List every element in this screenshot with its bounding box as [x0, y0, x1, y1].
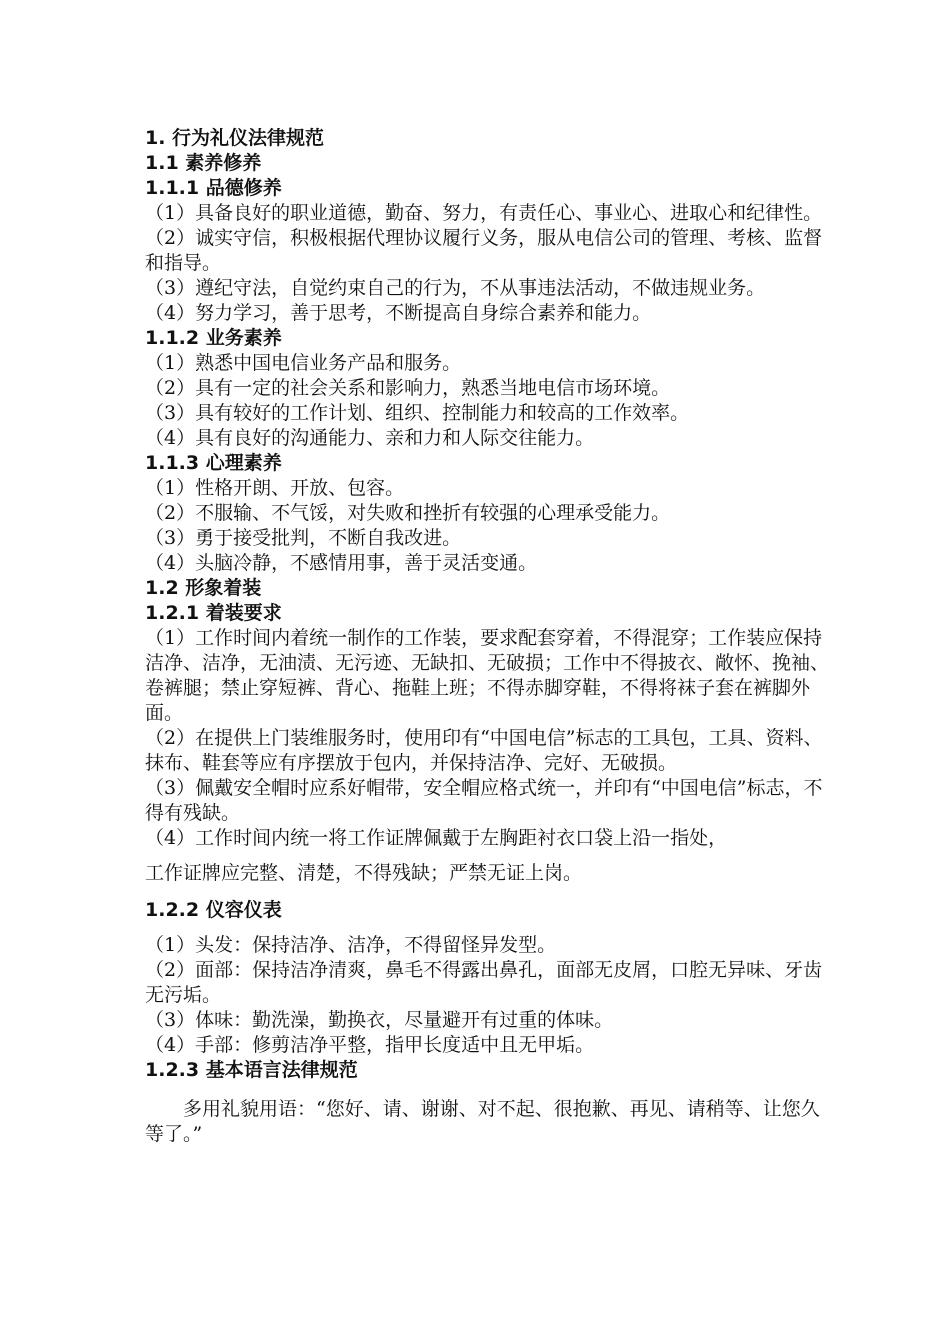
heading-1-2-2: 1.2.2 仪容仪表	[145, 899, 282, 921]
document-body	[145, 126, 835, 1147]
paragraph: （1）工作时间内着统一制作的工作装，要求配套穿着，不得混穿；工作装应保持洁净、洁净，无油渍、无污迹、无缺扣、无破损；工作中不得披衣、敞怀、挽袖、卷裤腿；禁止穿短裤、背心、拖鞋上班；不得赤脚穿鞋，不得将袜子套在裤脚外面。	[145, 627, 830, 724]
paragraph: 多用礼貌用语：“您好、请、谢谢、对不起、很抱歉、再见、请稍等、让您久等了。”	[145, 1098, 820, 1145]
paragraph: （3）遵纪守法，自觉约束自己的行为，不从事违法活动，不做违规业务。	[145, 277, 766, 299]
paragraph: （1）性格开朗、开放、包容。	[145, 477, 405, 499]
heading-1-2-1: 1.2.1 着装要求	[145, 602, 282, 624]
paragraph: （4）具有良好的沟通能力、亲和力和人际交往能力。	[145, 427, 595, 449]
paragraph: （1）熟悉中国电信业务产品和服务。	[145, 352, 462, 374]
paragraph: （4）头脑冷静，不感情用事，善于灵活变通。	[145, 552, 538, 574]
paragraph: （3）佩戴安全帽时应系好帽带，安全帽应格式统一，并印有“中国电信”标志，不得有残缺。	[145, 777, 823, 824]
heading-1-1-1: 1.1.1 品德修养	[145, 177, 282, 199]
heading-1-2: 1.2 形象着装	[145, 577, 262, 599]
heading-1-1-2: 1.1.2 业务素养	[145, 327, 282, 349]
paragraph: （2）具有一定的社会关系和影响力，熟悉当地电信市场环境。	[145, 377, 671, 399]
paragraph: （1）头发：保持洁净、洁净，不得留怪异发型。	[145, 934, 557, 956]
paragraph: （2）在提供上门装维服务时，使用印有“中国电信”标志的工具包，工具、资料、抹布、鞋套等应有序摆放于包内，并保持洁净、完好、无破损。	[145, 727, 823, 774]
paragraph: 工作证牌应完整、清楚，不得残缺；严禁无证上岗。	[145, 862, 583, 884]
paragraph: （2）面部：保持洁净清爽，鼻毛不得露出鼻孔，面部无皮屑，口腔无异味、牙齿无污垢。	[145, 959, 823, 1006]
paragraph: （4）手部：修剪洁净平整，指甲长度适中且无甲垢。	[145, 1034, 595, 1056]
heading-1-1: 1.1 素养修养	[145, 152, 262, 174]
paragraph: （4）工作时间内统一将工作证牌佩戴于左胸距衬衣口袋上沿一指处，	[145, 827, 728, 849]
heading-1-2-3: 1.2.3 基本语言法律规范	[145, 1059, 358, 1081]
paragraph: （3）体味：勤洗澡，勤换衣，尽量避开有过重的体味。	[145, 1009, 614, 1031]
paragraph: （3）具有较好的工作计划、组织、控制能力和较高的工作效率。	[145, 402, 690, 424]
paragraph: （1）具备良好的职业道德，勤奋、努力，有责任心、事业心、进取心和纪律性。	[145, 202, 823, 224]
paragraph: （3）勇于接受批判，不断自我改进。	[145, 527, 462, 549]
heading-1-1-3: 1.1.3 心理素养	[145, 452, 282, 474]
paragraph: （4）努力学习，善于思考，不断提高自身综合素养和能力。	[145, 302, 652, 324]
heading-1: 1. 行为礼仪法律规范	[145, 127, 325, 149]
paragraph: （2）诚实守信，积极根据代理协议履行义务，服从电信公司的管理、考核、监督和指导。	[145, 227, 823, 274]
paragraph: （2）不服输、不气馁，对失败和挫折有较强的心理承受能力。	[145, 502, 671, 524]
